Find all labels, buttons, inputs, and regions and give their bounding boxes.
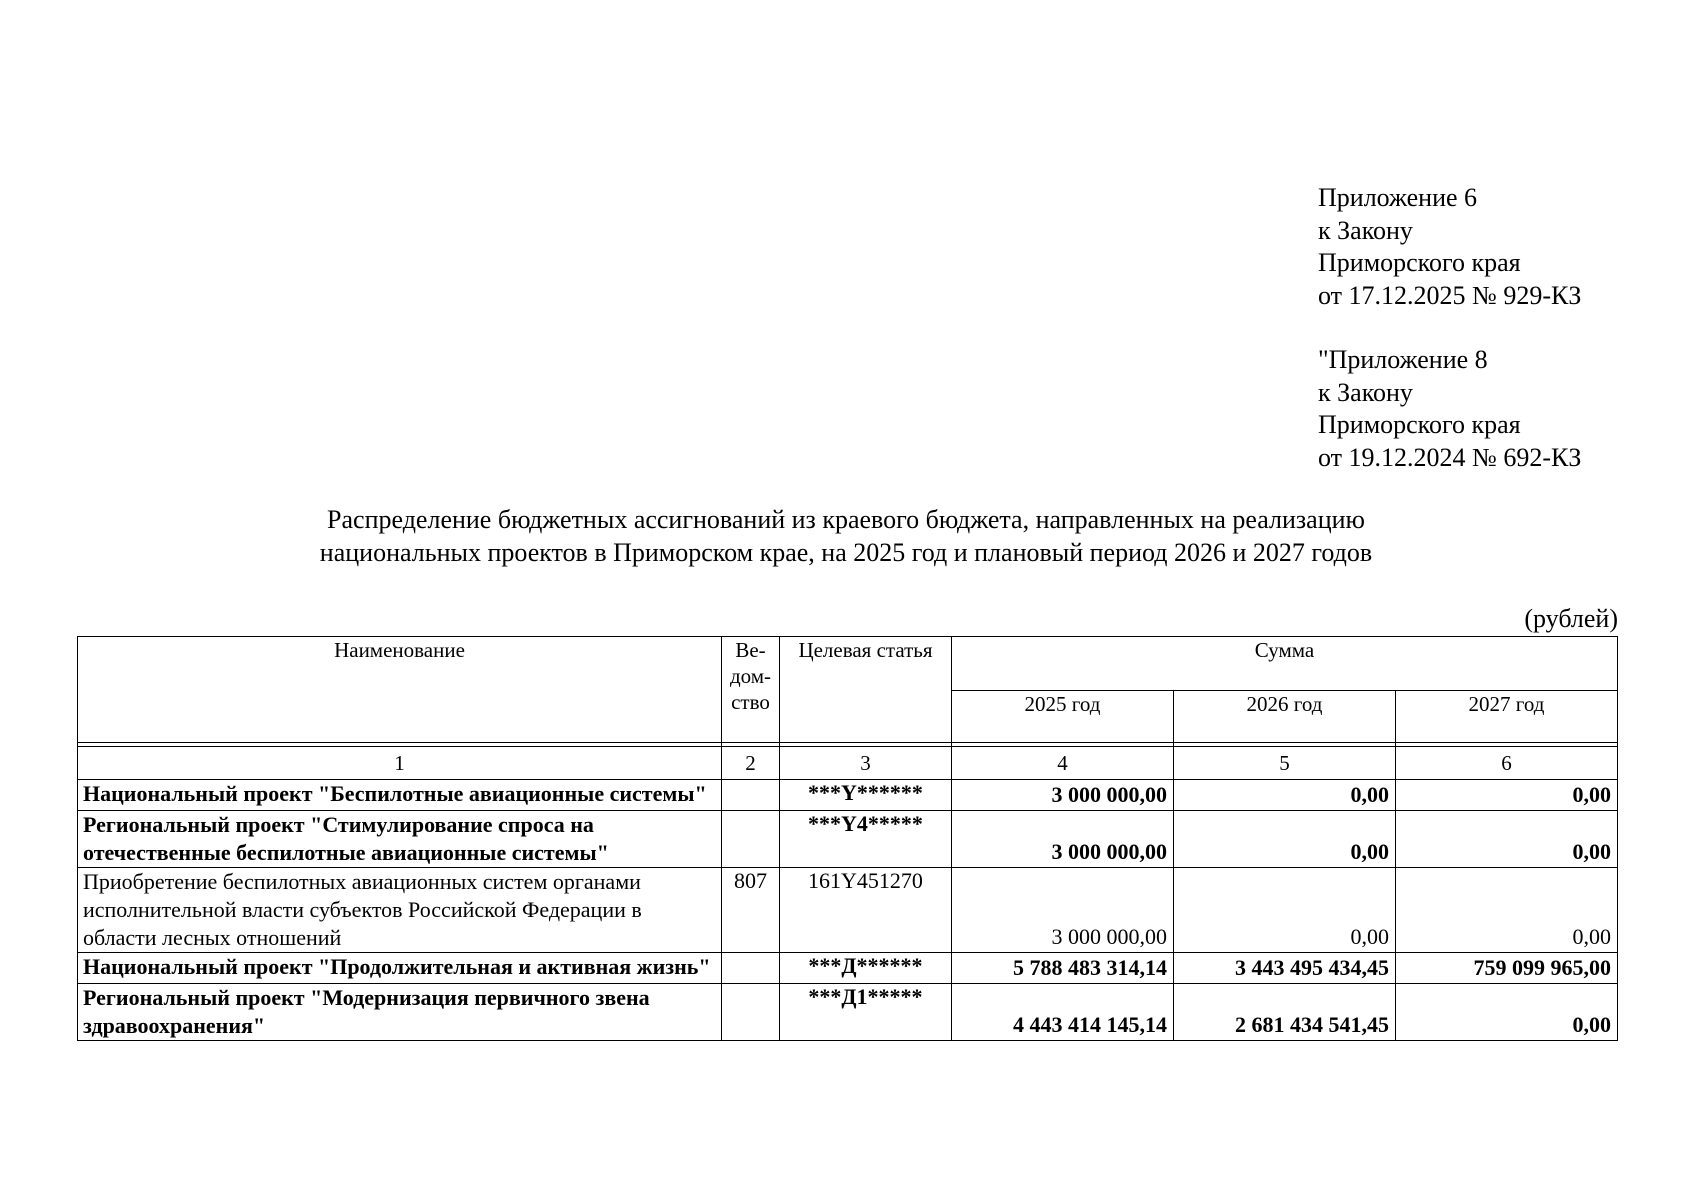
row-amount-2025: 3 000 000,00 — [952, 780, 1174, 811]
column-number: 1 — [78, 747, 722, 780]
row-name: Региональный проект "Стимулирование спроса на отечественные беспилотные авиационные системы" — [78, 811, 722, 868]
row-amount-2026: 0,00 — [1174, 780, 1396, 811]
row-target-article: ***Д****** — [780, 953, 952, 984]
column-number: 2 — [722, 747, 780, 780]
row-amount-2027: 0,00 — [1396, 984, 1618, 1041]
table-row — [78, 868, 1618, 953]
row-amount-2026: 0,00 — [1174, 811, 1396, 868]
row-dept: 807 — [722, 868, 780, 953]
row-name: Приобретение беспилотных авиационных систем органами исполнительной власти субъектов Российской Федерации в области лесных отношений — [78, 868, 722, 953]
document-title-line-2: национальных проектов в Приморском крае, на 2025 год и плановый период 2026 и 2027 годов — [319, 538, 1373, 567]
row-amount-2025: 5 788 483 314,14 — [952, 953, 1174, 984]
row-amount-2026: 3 443 495 434,45 — [1174, 953, 1396, 984]
row-amount-2025: 3 000 000,00 — [952, 811, 1174, 868]
table-row — [78, 984, 1618, 1041]
row-amount-2027: 0,00 — [1396, 868, 1618, 953]
row-target-article: ***Y****** — [780, 780, 952, 811]
row-name: Национальный проект "Продолжительная и активная жизнь" — [78, 953, 722, 984]
table-row — [78, 953, 1618, 984]
column-number: 4 — [952, 747, 1174, 780]
row-target-article: 161Y451270 — [780, 868, 952, 953]
row-dept — [722, 811, 780, 868]
header-sum: Сумма — [952, 637, 1618, 691]
header-year-2026: 2026 год — [1174, 691, 1396, 743]
header-name: Наименование — [78, 637, 722, 743]
document-title — [200, 503, 1492, 569]
row-amount-2027: 0,00 — [1396, 780, 1618, 811]
row-dept — [722, 780, 780, 811]
row-amount-2027: 759 099 965,00 — [1396, 953, 1618, 984]
row-target-article: ***Y4***** — [780, 811, 952, 868]
header-dept: Ве- дом- ство — [722, 637, 780, 743]
row-name: Региональный проект "Модернизация первичного звена здравоохранения" — [78, 984, 722, 1041]
row-amount-2025: 4 443 414 145,14 — [952, 984, 1174, 1041]
column-number: 6 — [1396, 747, 1618, 780]
column-number: 3 — [780, 747, 952, 780]
units-label: (рублей) — [1524, 604, 1618, 633]
header-year-2025: 2025 год — [952, 691, 1174, 743]
appendix-header-amended: "Приложение 8 к Закону Приморского края от 19.12.2024 № 692-КЗ — [1318, 345, 1582, 472]
row-amount-2025: 3 000 000,00 — [952, 868, 1174, 953]
row-name: Национальный проект "Беспилотные авиационные системы" — [78, 780, 722, 811]
row-target-article: ***Д1***** — [780, 984, 952, 1041]
row-amount-2026: 0,00 — [1174, 868, 1396, 953]
appendix-header-current: Приложение 6 к Закону Приморского края от 17.12.2025 № 929-КЗ — [1318, 183, 1582, 310]
document-title-line-1: Распределение бюджетных ассигнований из краевого бюджета, направленных на реализацию — [327, 505, 1365, 534]
header-year-2027: 2027 год — [1396, 691, 1618, 743]
row-dept — [722, 984, 780, 1041]
header-target-article: Целевая статья — [780, 637, 952, 743]
table-row — [78, 780, 1618, 811]
row-amount-2026: 2 681 434 541,45 — [1174, 984, 1396, 1041]
row-amount-2027: 0,00 — [1396, 811, 1618, 868]
budget-table — [77, 636, 1618, 1041]
table-row — [78, 811, 1618, 868]
row-dept — [722, 953, 780, 984]
column-number: 5 — [1174, 747, 1396, 780]
